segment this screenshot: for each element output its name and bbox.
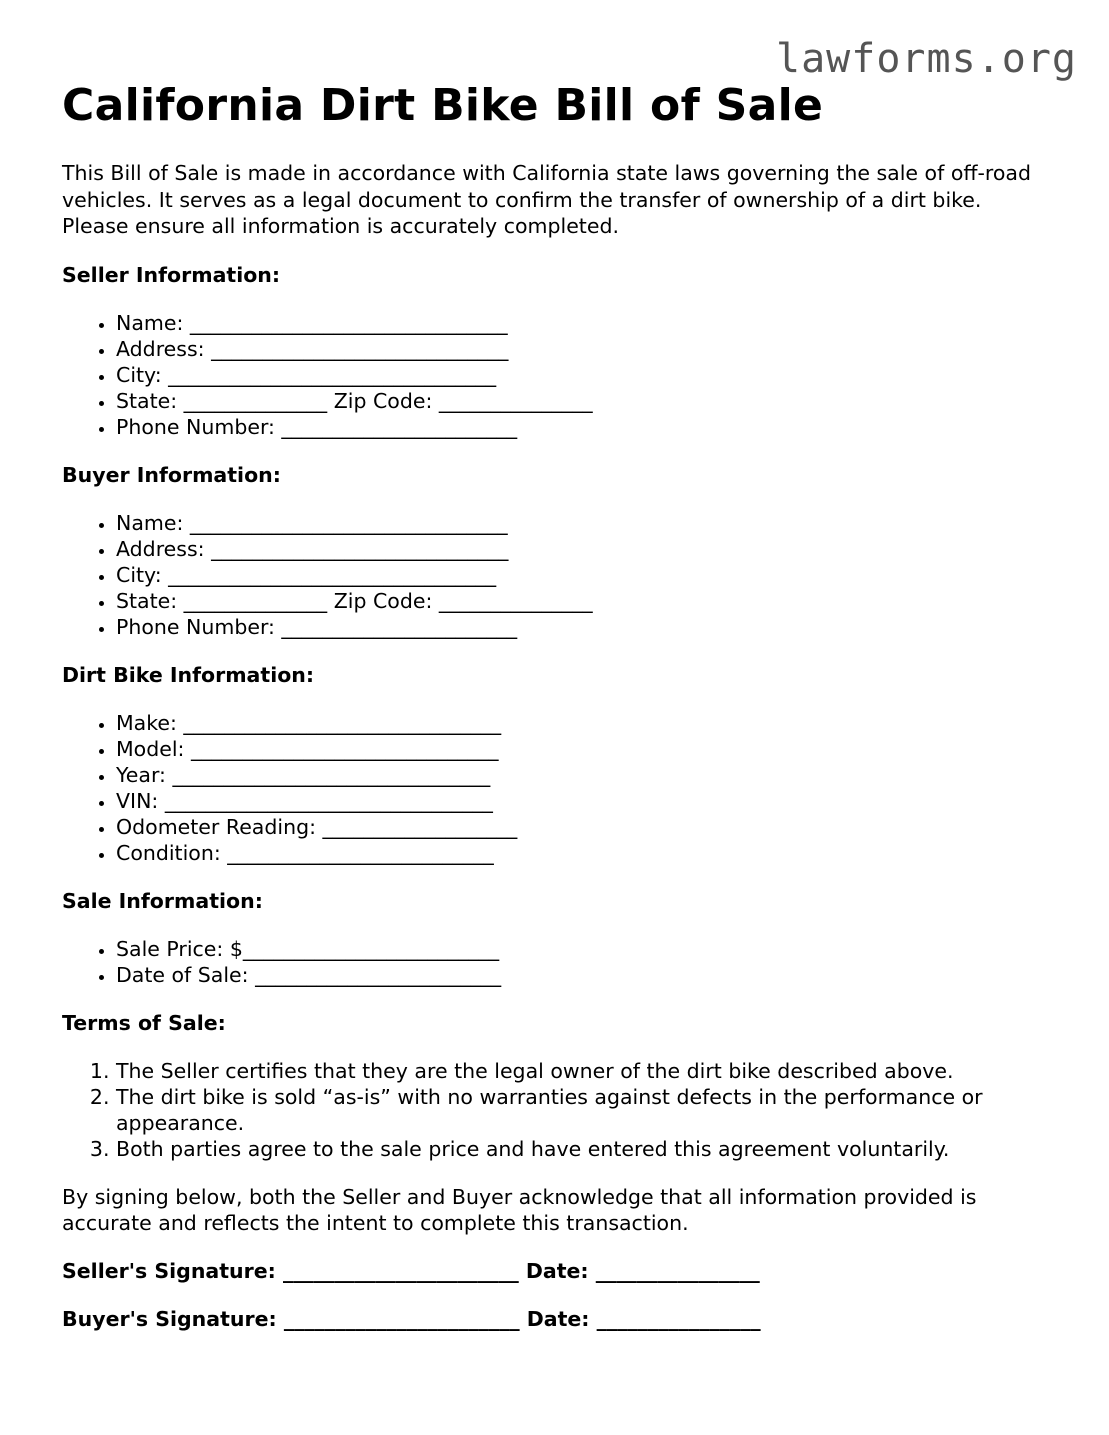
seller-city-field[interactable]: • City: ________________________________ — [116, 362, 1047, 388]
buyer-phone-field[interactable]: • Phone Number: _______________________ — [116, 614, 1047, 640]
sale-fields-list — [62, 936, 1047, 988]
bike-section-heading: Dirt Bike Information: — [62, 662, 315, 687]
buyer-state-zip-field[interactable]: • State: ______________ Zip Code: _______________ — [116, 588, 1047, 614]
terms-list — [62, 1058, 1047, 1162]
buyer-city-field[interactable]: • City: ________________________________ — [116, 562, 1047, 588]
seller-address-field[interactable]: • Address: _____________________________ — [116, 336, 1047, 362]
buyer-fields-list — [62, 510, 1047, 640]
sale-price-field[interactable]: • Sale Price: $_________________________ — [116, 936, 1047, 962]
seller-phone-field[interactable]: • Phone Number: _______________________ — [116, 414, 1047, 440]
terms-item: 1. The Seller certifies that they are the legal owner of the dirt bike described above. — [116, 1058, 1047, 1084]
sale-date-field[interactable]: • Date of Sale: ________________________ — [116, 962, 1047, 988]
seller-section-heading: Seller Information: — [62, 262, 281, 287]
buyer-name-field[interactable]: • Name: _______________________________ — [116, 510, 1047, 536]
intro-paragraph: This Bill of Sale is made in accordance with California state laws governing the sale of off-road vehicles. It serves as a legal document to confirm the transfer of ownership of a dirt bike. Please ensure all information is accurately completed. — [62, 161, 1031, 238]
seller-signature-line[interactable]: Seller's Signature: _______________________ Date: ________________ — [62, 1258, 760, 1283]
bike-year-field[interactable]: • Year: _______________________________ — [116, 762, 1047, 788]
bike-fields-list — [62, 710, 1047, 866]
buyer-section-heading: Buyer Information: — [62, 462, 281, 487]
bike-condition-field[interactable]: • Condition: __________________________ — [116, 840, 1047, 866]
seller-state-zip-field[interactable]: • State: ______________ Zip Code: _______________ — [116, 388, 1047, 414]
seller-name-field[interactable]: • Name: _______________________________ — [116, 310, 1047, 336]
watermark: lawforms.org — [776, 36, 1077, 82]
bike-vin-field[interactable]: • VIN: ________________________________ — [116, 788, 1047, 814]
seller-fields-list — [62, 310, 1047, 440]
terms-item: 2. The dirt bike is sold “as-is” with no warranties against defects in the performance or appearance. — [116, 1084, 1047, 1136]
bike-make-field[interactable]: • Make: _______________________________ — [116, 710, 1047, 736]
buyer-signature-line[interactable]: Buyer's Signature: _______________________ Date: ________________ — [62, 1306, 761, 1331]
sale-section-heading: Sale Information: — [62, 888, 263, 913]
document-body — [62, 78, 1047, 1332]
terms-item: 3. Both parties agree to the sale price and have entered this agreement voluntarily. — [116, 1136, 1047, 1162]
buyer-address-field[interactable]: • Address: _____________________________ — [116, 536, 1047, 562]
document-title: California Dirt Bike Bill of Sale — [62, 80, 824, 131]
closing-paragraph: By signing below, both the Seller and Buyer acknowledge that all information provided is accurate and reflects the intent to complete this transaction. — [62, 1184, 977, 1235]
terms-section-heading: Terms of Sale: — [62, 1010, 226, 1035]
bike-model-field[interactable]: • Model: ______________________________ — [116, 736, 1047, 762]
bike-odometer-field[interactable]: • Odometer Reading: ___________________ — [116, 814, 1047, 840]
